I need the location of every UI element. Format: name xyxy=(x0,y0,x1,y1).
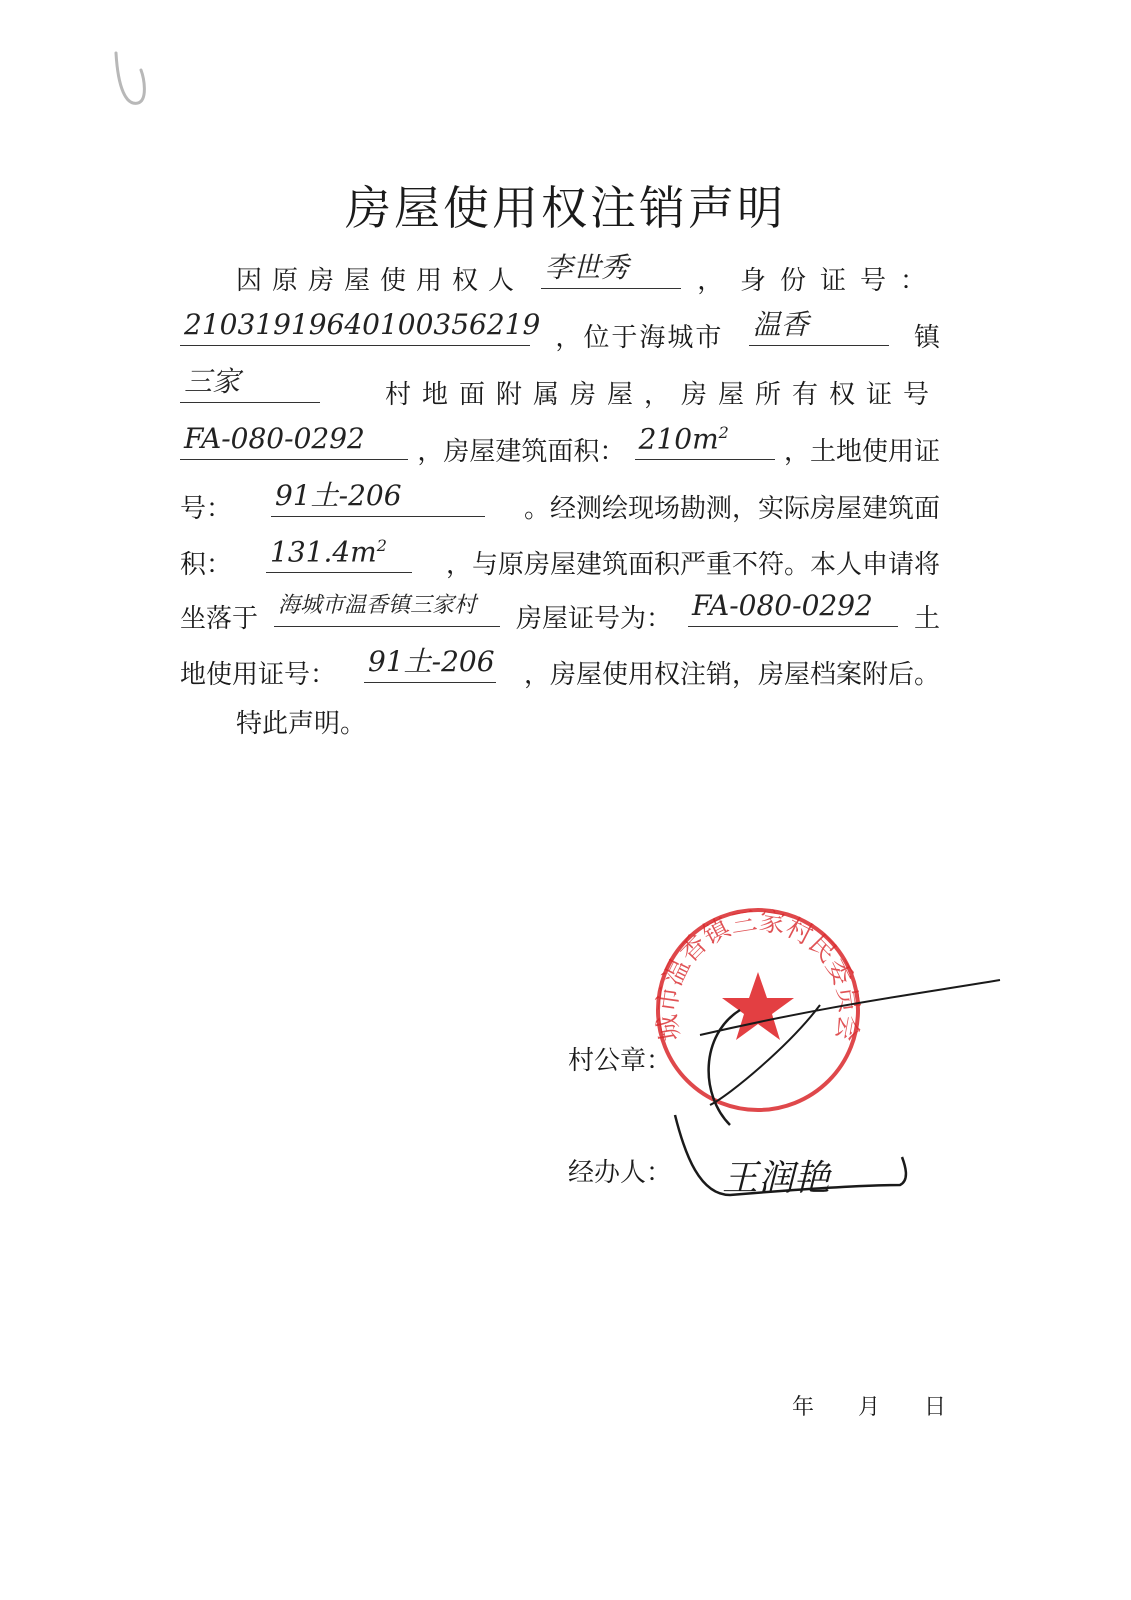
line-text: 。经测绘现场勘测，实际房屋建筑面 xyxy=(523,494,940,524)
town-field xyxy=(749,308,889,346)
line-text: 因原房屋使用权人 xyxy=(236,266,525,296)
ownership-cert-field-2 xyxy=(688,589,898,627)
ownership-cert-number: FA-080-0292 xyxy=(184,422,365,455)
land-cert-field xyxy=(271,479,485,517)
line-text: ，位于海城市 xyxy=(555,323,724,353)
line-text: ，与原房屋建筑面积严重不符。本人申请将 xyxy=(445,550,940,580)
land-cert-field-2 xyxy=(364,645,496,683)
ownership-cert-number-2: FA-080-0292 xyxy=(691,589,873,622)
village-name: 三家 xyxy=(184,365,241,398)
declaration-line-7 xyxy=(180,589,940,636)
superscript: 2 xyxy=(376,535,387,555)
paperclip-mark xyxy=(108,48,158,118)
handler-label: 经办人： xyxy=(568,1158,673,1188)
id-number: 21031919640100356219 xyxy=(184,308,541,341)
date-month: 月 xyxy=(858,1395,881,1420)
owner-name: 李世秀 xyxy=(544,251,629,284)
declaration-line-6 xyxy=(180,535,940,582)
superscript: 2 xyxy=(718,422,729,442)
land-cert-number-2: 91土-206 xyxy=(368,645,495,678)
handler-signature-name: 王润艳 xyxy=(722,1158,831,1199)
declaration-line-4 xyxy=(180,422,940,469)
declaration-line-1 xyxy=(236,251,940,298)
declaration-line-5 xyxy=(180,479,940,526)
line-text: 镇 xyxy=(913,323,940,353)
line-text: 身份证号： xyxy=(739,266,940,296)
line-text: ，房屋使用权注销，房屋档案附后。 xyxy=(523,660,940,690)
stamp-text: 城市温香镇三家村民委员会 xyxy=(652,906,864,1044)
declaration-line-2 xyxy=(180,308,940,355)
line-text: 积： xyxy=(180,550,233,580)
line-text: ，房屋建筑面积： xyxy=(417,437,626,467)
date-year: 年 xyxy=(792,1395,815,1420)
ownership-cert-field xyxy=(180,422,408,460)
line-text: 坐落于 xyxy=(180,604,259,634)
declaration-line-3 xyxy=(180,365,940,412)
town-name: 温香 xyxy=(752,308,809,341)
declaration-line-8 xyxy=(180,645,940,692)
original-area: 210m xyxy=(638,422,719,455)
document-title: 房屋使用权注销声明 xyxy=(345,181,786,235)
line-text: 地使用证号： xyxy=(180,660,337,690)
line-text: 号： xyxy=(180,494,233,524)
comma: ， xyxy=(697,266,724,296)
owner-name-field xyxy=(541,251,681,289)
actual-area-field xyxy=(266,535,412,573)
property-location: 海城市温香镇三家村 xyxy=(278,593,477,618)
village-field xyxy=(180,365,320,403)
land-cert-number: 91土-206 xyxy=(275,479,402,512)
village-seal-label: 村公章： xyxy=(568,1046,673,1076)
location-field xyxy=(274,592,500,627)
actual-area: 131.4m xyxy=(270,535,377,568)
line-text: 村地面附属房屋，房屋所有权证号 xyxy=(384,380,940,410)
date-day: 日 xyxy=(924,1395,947,1420)
line-text: 房屋证号为： xyxy=(515,604,672,634)
line-text: 土 xyxy=(913,604,940,634)
closing-statement: 特此声明。 xyxy=(236,709,367,739)
handwritten-signature-strokes xyxy=(670,975,1010,1215)
original-area-field xyxy=(635,422,775,460)
id-number-field xyxy=(180,308,541,346)
line-text: ，土地使用证 xyxy=(783,437,940,467)
